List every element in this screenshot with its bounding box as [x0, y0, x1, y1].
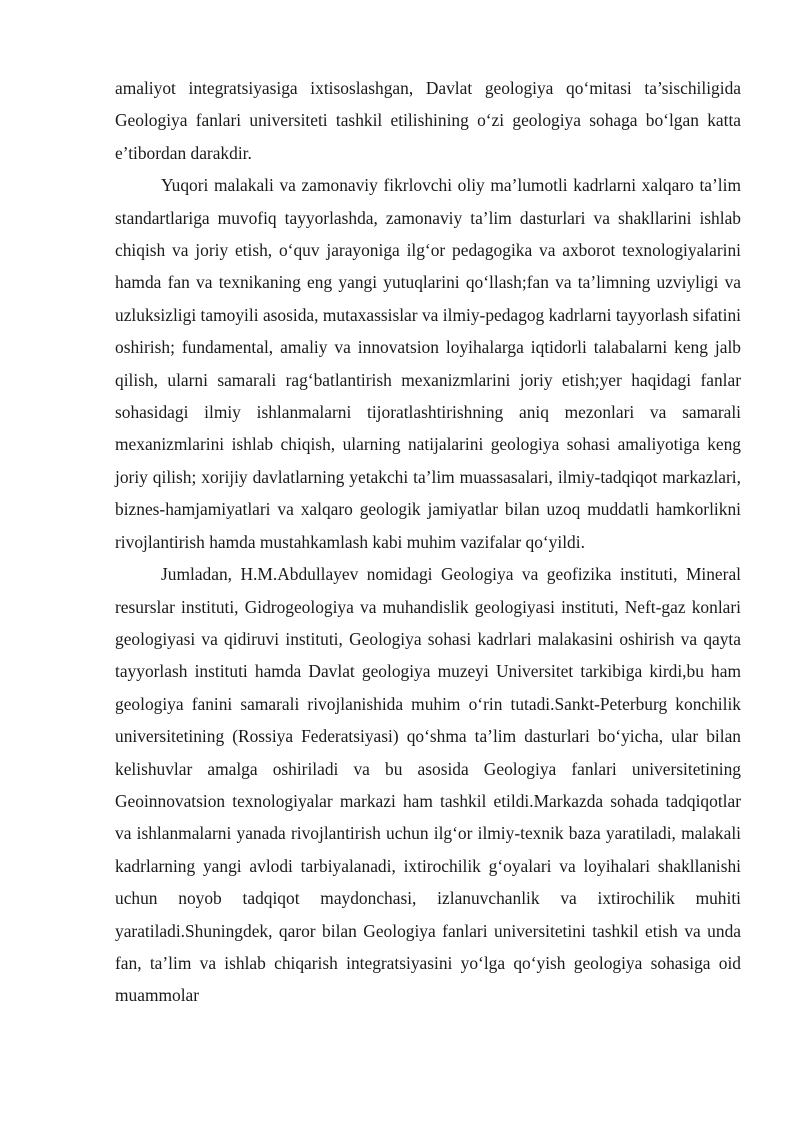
document-page	[115, 72, 741, 1012]
paragraph-continuation: amaliyot integratsiyasiga ixtisoslashgan, Davlat geologiya qo‘mitasi ta’sischiligida Geologiya fanlari universiteti tashkil etilishining o‘zi geologiya sohaga bo‘lgan katta e’tibordan darakdir.	[115, 78, 741, 163]
paragraph-tasks: Yuqori malakali va zamonaviy fikrlovchi oliy ma’lumotli kadrlarni xalqaro ta’lim standartlariga muvofiq tayyorlashda, zamonaviy ta’lim dasturlari va shakllarini ishlab chiqish va joriy etish, o‘quv jarayoniga ilg‘or pedagogika va axborot texnologiyalarini hamda fan va texnikaning eng yangi yutuqlarini qo‘llash;fan va ta’limning uzviyligi va uzluksizligi tamoyili asosida, mutaxassislar va ilmiy-pedagog kadrlarni tayyorlash sifatini oshirish; fundamental, amaliy va innovatsion loyihalarga iqtidorli talabalarni keng jalb qilish, ularni samarali rag‘batlantirish mexanizmlarini joriy etish;yer haqidagi fanlar sohasidagi ilmiy ishlanmalarni tijoratlashtirishning aniq mezonlari va samarali mexanizmlarini ishlab chiqish, ularning natijalarini geologiya sohasi amaliyotiga keng joriy qilish; xorijiy davlatlarning yetakchi ta’lim muassasalari, ilmiy-tadqiqot markazlari, biznes-hamjamiyatlari va xalqaro geologik jamiyatlar bilan uzoq muddatli hamkorlikni rivojlantirish hamda mustahkamlash kabi muhim vazifalar qo‘yildi.	[115, 175, 741, 552]
paragraph-institutes: Jumladan, H.M.Abdullayev nomidagi Geologiya va geofizika instituti, Mineral resurslar instituti, Gidrogeologiya va muhandislik geologiyasi instituti, Neft-gaz konlari geologiyasi va qidiruvi instituti, Geologiya sohasi kadrlari malakasini oshirish va qayta tayyorlash instituti hamda Davlat geologiya muzeyi Universitet tarkibiga kirdi,bu ham geologiya fanini samarali rivojlanishida muhim o‘rin tutadi.Sankt-Peterburg konchilik universitetining (Rossiya Federatsiyasi) qo‘shma ta’lim dasturlari bo‘yicha, ular bilan kelishuvlar amalga oshiriladi va bu asosida Geologiya fanlari universitetining Geoinnovatsion texnologiyalar markazi ham tashkil etildi.Markazda sohada tadqiqotlar va ishlanmalarni yanada rivojlantirish uchun ilg‘or ilmiy-texnik baza yaratiladi, malakali kadrlarning yangi avlodi tarbiyalanadi, ixtirochilik g‘oyalari va loyihalari shakllanishi uchun noyob tadqiqot maydonchasi, izlanuvchanlik va ixtirochilik muhiti yaratiladi.Shuningdek, qaror bilan Geologiya fanlari universitetini tashkil etish va unda fan, ta’lim va ishlab chiqarish integratsiyasini yo‘lga qo‘yish geologiya sohasiga oid muammolar	[115, 564, 741, 1006]
